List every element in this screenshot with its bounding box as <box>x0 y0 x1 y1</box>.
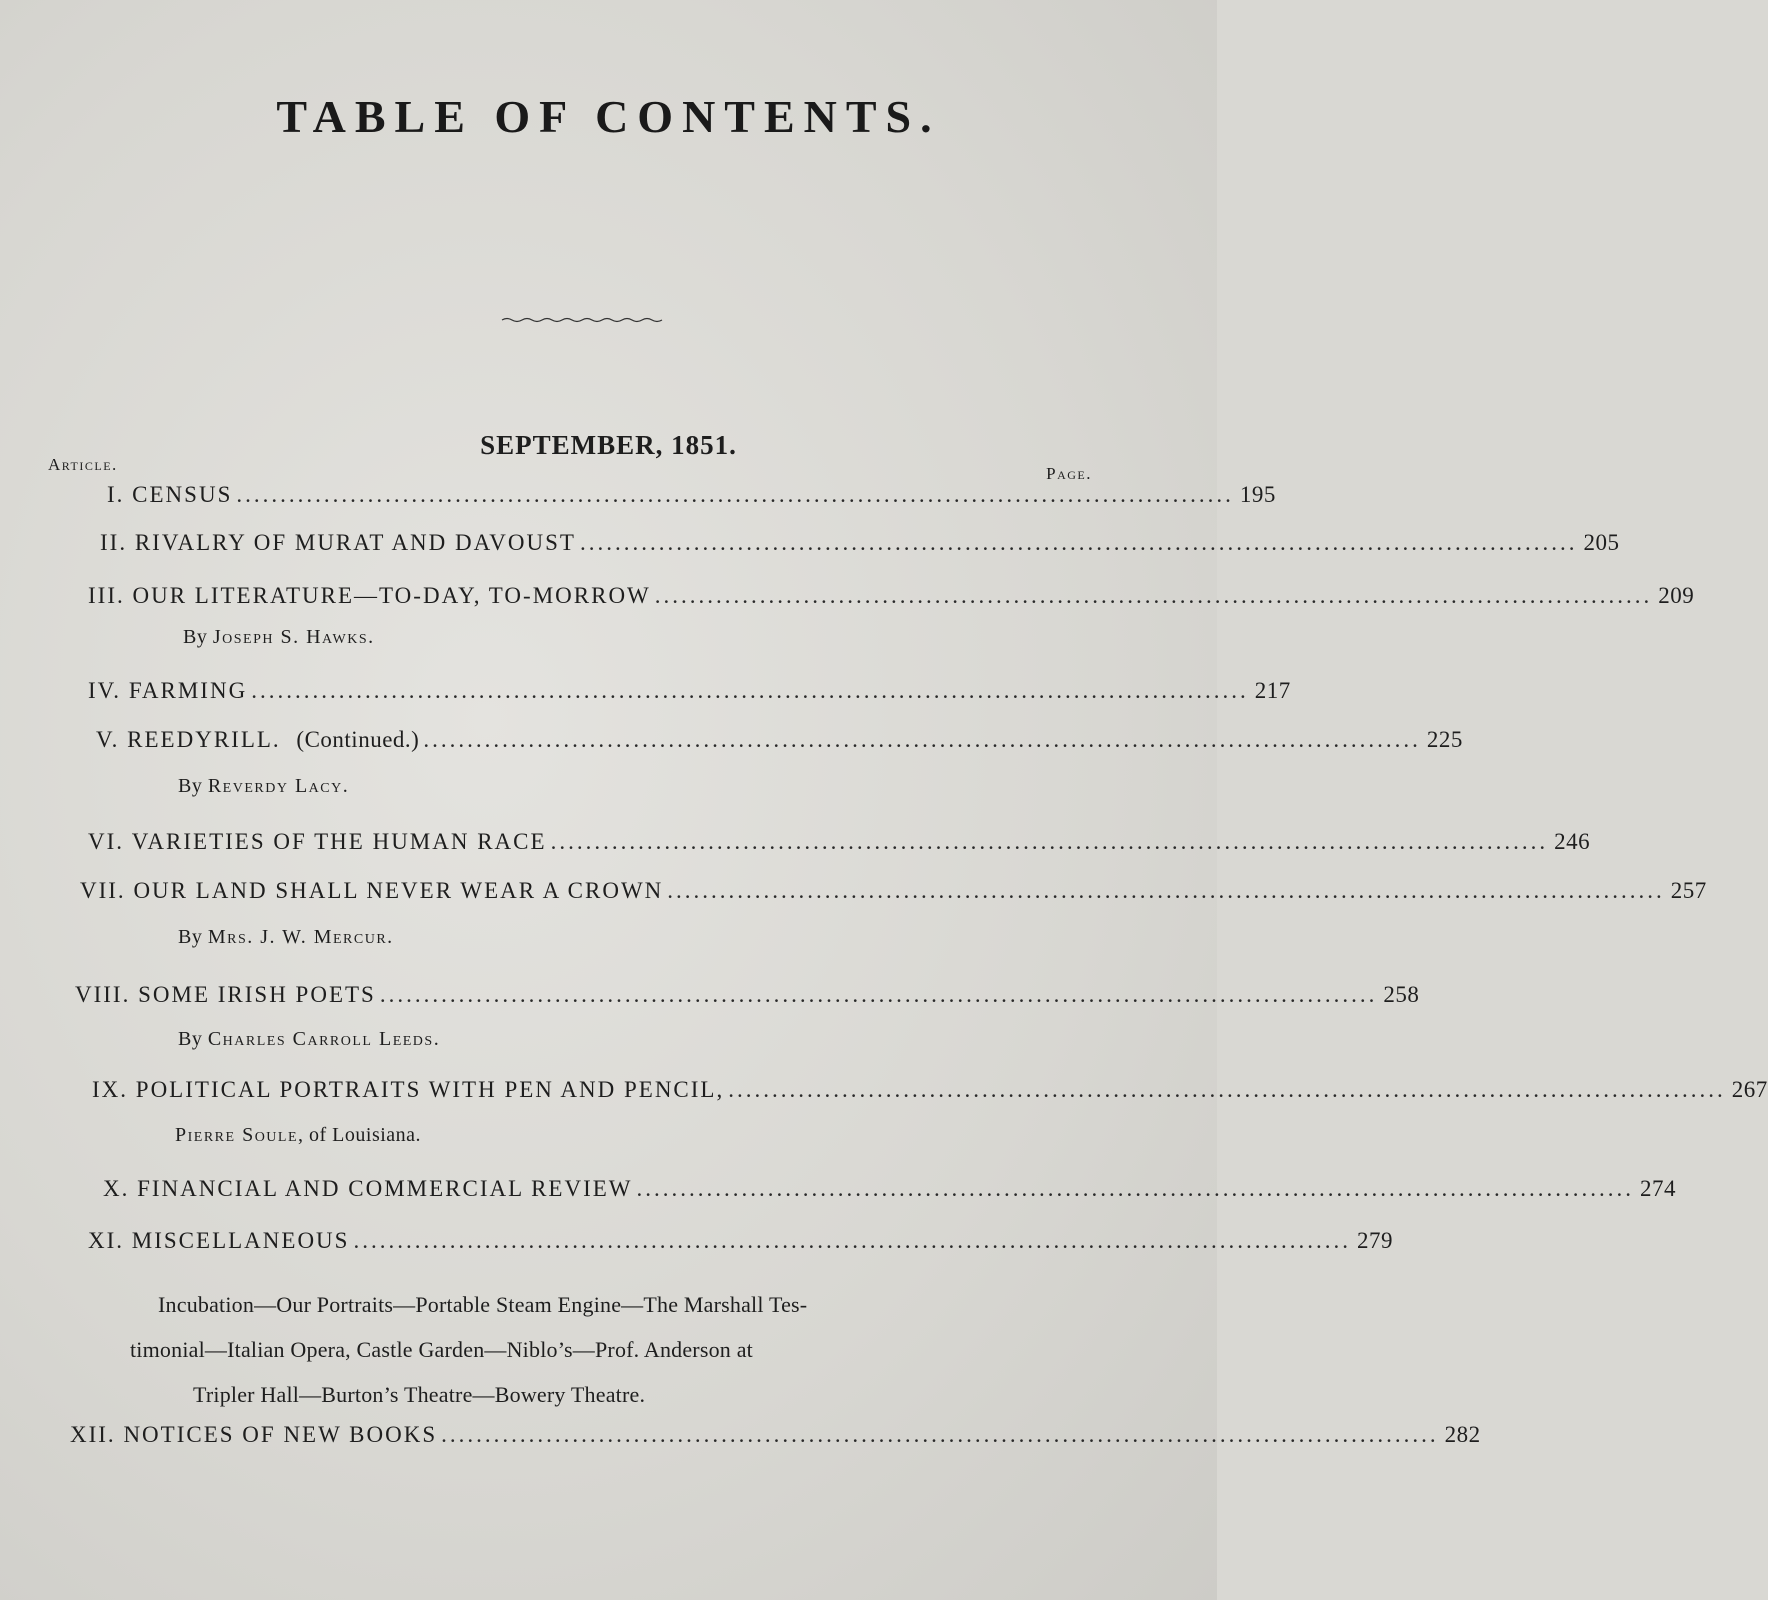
byline <box>178 926 394 949</box>
ornament-rule-icon <box>502 316 662 324</box>
toc-entry <box>88 583 1695 609</box>
miscellaneous-contents <box>130 1282 1028 1417</box>
entry-page: 282 <box>1444 1422 1481 1447</box>
byline <box>183 626 375 649</box>
entry-title: NOTICES OF NEW BOOKS <box>123 1422 438 1447</box>
entry-page: 217 <box>1254 678 1291 703</box>
toc-entry <box>80 878 1707 904</box>
entry-title: VARIETIES OF THE HUMAN RACE <box>131 829 547 854</box>
entry-title: OUR LAND SHALL NEVER WEAR A CROWN <box>133 878 664 903</box>
leader-dots: .................................................................................................................. <box>667 878 1665 903</box>
byline-author: Mrs. J. W. Mercur. <box>207 926 394 948</box>
entry-title: OUR LITERATURE—TO-DAY, TO-MORROW <box>132 583 651 608</box>
byline-by: By <box>178 775 208 797</box>
entry-page: 279 <box>1356 1228 1393 1253</box>
entry-number: I. <box>107 482 133 507</box>
toc-entry <box>88 678 1291 704</box>
byline-by: By <box>183 626 213 648</box>
toc-entry <box>100 530 1620 556</box>
entry-number: VIII. <box>75 982 139 1007</box>
entry-title: MISCELLANEOUS <box>131 1228 350 1253</box>
leader-dots: .................................................................................................................. <box>636 1176 1634 1201</box>
toc-entry <box>92 1077 1768 1103</box>
entry-page: 274 <box>1640 1176 1676 1201</box>
byline <box>178 775 349 798</box>
leader-dots: .................................................................................................................. <box>550 829 1549 854</box>
toc-entry <box>103 1176 1676 1202</box>
entry-page: 225 <box>1426 727 1463 752</box>
entry-number: III. <box>88 583 133 608</box>
entry-page: 246 <box>1554 829 1591 854</box>
entry-number: IX. <box>92 1077 136 1102</box>
entry-page: 267 <box>1731 1077 1768 1102</box>
misc-line: timonial—Italian Opera, Castle Garden—Niblo’s—Prof. Anderson at <box>130 1337 753 1362</box>
leader-dots: .................................................................................................................. <box>728 1077 1726 1102</box>
entry-title: POLITICAL PORTRAITS WITH PEN AND PENCIL, <box>135 1077 725 1102</box>
entry-number: XI. <box>88 1228 132 1253</box>
toc-entry <box>88 829 1591 855</box>
leader-dots: .................................................................................................................. <box>423 727 1421 752</box>
subject-name: Pierre Soule <box>175 1124 299 1146</box>
misc-line: Tripler Hall—Burton’s Theatre—Bowery Theatre. <box>193 1382 646 1407</box>
entry-page: 205 <box>1583 530 1620 555</box>
entry-number: XII. <box>70 1422 124 1447</box>
leader-dots: .................................................................................................................. <box>654 583 1653 608</box>
entry-page: 195 <box>1239 482 1276 507</box>
leader-dots: .................................................................................................................. <box>379 982 1378 1007</box>
toc-entry <box>96 727 1463 753</box>
misc-line: Incubation—Our Portraits—Portable Steam Engine—The Marshall Tes- <box>158 1292 808 1317</box>
continued-note: (Continued.) <box>296 727 420 752</box>
leader-dots: .................................................................................................................. <box>353 1228 1351 1253</box>
entry-number: II. <box>100 530 135 555</box>
toc-entry <box>88 1228 1393 1254</box>
byline <box>175 1124 421 1147</box>
byline-author: Reverdy Lacy. <box>207 775 350 797</box>
entry-page: 257 <box>1670 878 1707 903</box>
entry-title: FARMING <box>128 678 248 703</box>
entry-title: RIVALRY OF MURAT AND DAVOUST <box>134 530 576 555</box>
leader-dots: .................................................................................................................. <box>236 482 1234 507</box>
page-column-header: Page. <box>1046 464 1092 483</box>
toc-entry <box>75 982 1420 1008</box>
entry-number: VII. <box>80 878 134 903</box>
entry-title: REEDYRILL. <box>127 727 289 752</box>
leader-dots: .................................................................................................................. <box>441 1422 1439 1447</box>
issue-heading: SEPTEMBER, 1851. <box>480 430 737 460</box>
entry-number: V. <box>96 727 128 752</box>
byline-author: Joseph S. Hawks. <box>212 626 375 648</box>
toc-entry <box>107 482 1276 508</box>
entry-page: 258 <box>1383 982 1420 1007</box>
entry-title: CENSUS <box>132 482 233 507</box>
toc-entry <box>70 1422 1481 1448</box>
leader-dots: .................................................................................................................. <box>579 530 1578 555</box>
byline <box>178 1028 440 1051</box>
entry-number: IV. <box>88 678 129 703</box>
page-title: TABLE OF CONTENTS. <box>276 91 941 142</box>
entry-title: SOME IRISH POETS <box>138 982 376 1007</box>
subject-rest: , of Louisiana. <box>298 1124 422 1146</box>
entry-number: X. <box>103 1176 138 1201</box>
entry-number: VI. <box>88 829 132 854</box>
byline-by: By <box>178 926 208 948</box>
byline-by: By <box>178 1028 208 1050</box>
article-column-header: Article. <box>48 455 118 474</box>
leader-dots: .................................................................................................................. <box>251 678 1249 703</box>
entry-page: 209 <box>1658 583 1695 608</box>
byline-author: Charles Carroll Leeds. <box>207 1028 441 1050</box>
entry-title: FINANCIAL AND COMMERCIAL REVIEW <box>137 1176 633 1201</box>
